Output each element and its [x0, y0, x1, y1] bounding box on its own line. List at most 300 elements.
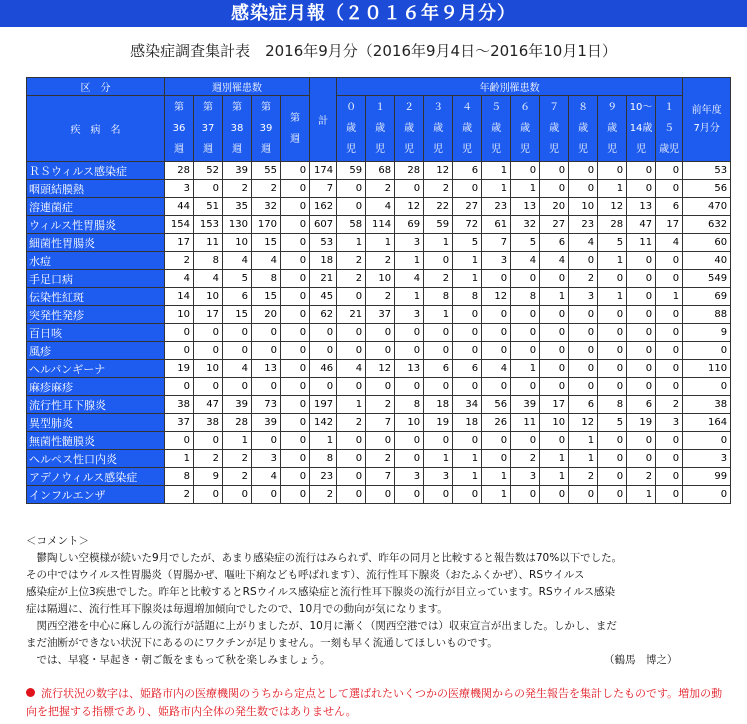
disease-name: アデノウィルス感染症: [27, 468, 165, 486]
age-count: 0: [482, 306, 511, 324]
age-count: 0: [482, 378, 511, 396]
week-count: 1: [165, 450, 194, 468]
age-count: 0: [540, 432, 569, 450]
age-count: 8: [424, 288, 453, 306]
week-count: 39: [252, 414, 281, 432]
corner-top: 区 分: [27, 78, 165, 96]
disease-name: 流行性耳下腺炎: [27, 396, 165, 414]
age-count: 2: [627, 468, 656, 486]
age-count: 0: [453, 306, 482, 324]
age-count: 0: [337, 486, 366, 504]
age-count: 10: [540, 414, 569, 432]
age-count: 4: [511, 252, 540, 270]
age-header: 年齢別罹患数: [337, 78, 683, 96]
age-count: 4: [540, 252, 569, 270]
week-count: 11: [194, 234, 223, 252]
age-count: 0: [598, 378, 627, 396]
prev-year-count: 632: [683, 216, 731, 234]
age-count: 0: [627, 270, 656, 288]
age-count: 37: [366, 306, 395, 324]
age-header-part: ２: [404, 102, 415, 113]
age-count: 0: [598, 468, 627, 486]
page-banner: 感染症月報（２０１６年９月分）: [0, 0, 747, 27]
age-count: 0: [656, 450, 683, 468]
age-header-part: １: [375, 102, 386, 113]
comment-signature: （鶴馬 博之）: [604, 654, 678, 666]
disease-name: 水痘: [27, 252, 165, 270]
age-header-part: 児: [520, 144, 531, 155]
age-count: 1: [424, 450, 453, 468]
week-header-part: 週: [174, 144, 184, 155]
age-count: 68: [366, 162, 395, 180]
age-count: 1: [453, 270, 482, 288]
age-count: 0: [366, 486, 395, 504]
age-count: 0: [337, 180, 366, 198]
disease-name: 風疹: [27, 342, 165, 360]
age-count: 0: [395, 342, 424, 360]
age-count: 0: [453, 486, 482, 504]
age-count: 0: [598, 162, 627, 180]
age-count: 0: [598, 486, 627, 504]
week-header: [194, 96, 223, 162]
age-header-part: ０: [346, 102, 357, 113]
week-count: 8: [252, 270, 281, 288]
header-row: [27, 96, 731, 162]
week-count: 44: [165, 198, 194, 216]
week-count: 37: [165, 414, 194, 432]
week-count: 28: [223, 414, 252, 432]
week-count: 0: [281, 360, 310, 378]
age-count: 0: [453, 180, 482, 198]
disease-name: 手足口病: [27, 270, 165, 288]
week-count: 8: [194, 252, 223, 270]
age-count: 4: [366, 198, 395, 216]
total-count: 7: [310, 180, 337, 198]
week-header-part: 36: [172, 123, 186, 134]
age-count: 21: [337, 306, 366, 324]
age-count: 0: [337, 378, 366, 396]
week-count: 0: [281, 288, 310, 306]
week-count: 10: [223, 234, 252, 252]
age-count: 0: [656, 180, 683, 198]
age-header-cell: [656, 96, 683, 162]
age-count: 2: [366, 288, 395, 306]
age-count: 4: [656, 234, 683, 252]
age-count: 1: [366, 234, 395, 252]
age-count: 1: [511, 360, 540, 378]
age-count: 1: [453, 252, 482, 270]
week-header: [223, 96, 252, 162]
total-count: 21: [310, 270, 337, 288]
age-count: 47: [627, 216, 656, 234]
total-count: 46: [310, 360, 337, 378]
age-count: 2: [366, 252, 395, 270]
week-count: 0: [223, 324, 252, 342]
table-row: [27, 486, 731, 504]
prev-year-count: 470: [683, 198, 731, 216]
week-count: 0: [223, 378, 252, 396]
week-count: 4: [165, 270, 194, 288]
age-count: 6: [453, 360, 482, 378]
age-count: 8: [511, 288, 540, 306]
week-count: 0: [281, 468, 310, 486]
age-count: 1: [453, 468, 482, 486]
table-row: [27, 396, 731, 414]
age-header-cell: [511, 96, 540, 162]
age-count: 6: [627, 396, 656, 414]
age-count: 0: [569, 162, 598, 180]
comment-closing: では、早寝・早起き・朝ご飯をまもって秋を楽しみましょう。: [26, 654, 331, 666]
age-header-part: 歳: [607, 123, 618, 134]
age-count: 1: [424, 306, 453, 324]
age-count: 0: [598, 270, 627, 288]
week-count: 5: [223, 270, 252, 288]
week-count: 32: [252, 198, 281, 216]
age-count: 6: [656, 198, 683, 216]
age-count: 1: [337, 396, 366, 414]
week-count: 3: [252, 450, 281, 468]
table-row: [27, 270, 731, 288]
week-count: 0: [252, 378, 281, 396]
age-count: 22: [424, 198, 453, 216]
age-count: 2: [366, 180, 395, 198]
week-count: 39: [223, 162, 252, 180]
age-count: 17: [540, 396, 569, 414]
age-header-part: 児: [636, 144, 647, 155]
age-count: 3: [395, 306, 424, 324]
week-count: 73: [252, 396, 281, 414]
age-count: 0: [482, 270, 511, 288]
age-count: 0: [395, 432, 424, 450]
table-row: [27, 216, 731, 234]
age-count: 0: [337, 342, 366, 360]
age-count: 0: [540, 360, 569, 378]
comment-line: 感染症が上位3疾患でした。昨年と比較するとRSウイルス感染症と流行性耳下腺炎の流行が目立っています。RSウイルス感染: [26, 586, 615, 598]
disease-name: 麻疹麻疹: [27, 378, 165, 396]
age-count: 0: [453, 432, 482, 450]
week-count: 4: [252, 468, 281, 486]
table-row: [27, 414, 731, 432]
week-count: 153: [194, 216, 223, 234]
age-count: 27: [540, 216, 569, 234]
age-count: 2: [569, 270, 598, 288]
total-count: 0: [310, 324, 337, 342]
age-count: 0: [424, 378, 453, 396]
week-count: 0: [194, 342, 223, 360]
age-count: 0: [337, 432, 366, 450]
week-count: 3: [165, 180, 194, 198]
age-count: 0: [598, 342, 627, 360]
table-row: [27, 252, 731, 270]
age-count: 0: [366, 342, 395, 360]
age-count: 0: [424, 432, 453, 450]
age-count: 12: [395, 198, 424, 216]
age-count: 0: [627, 378, 656, 396]
age-count: 0: [511, 324, 540, 342]
age-count: 1: [395, 288, 424, 306]
week-header-part: 第: [290, 112, 301, 124]
age-header-part: ４: [462, 102, 473, 113]
prev-year-count: 56: [683, 180, 731, 198]
total-count: 23: [310, 468, 337, 486]
age-count: 0: [424, 342, 453, 360]
age-count: 0: [627, 324, 656, 342]
age-count: 0: [540, 270, 569, 288]
week-header-part: 週: [232, 144, 242, 155]
prev-year-count: 0: [683, 486, 731, 504]
week-header: [165, 96, 194, 162]
age-count: 4: [569, 234, 598, 252]
age-count: 0: [656, 468, 683, 486]
prev-year-count: 53: [683, 162, 731, 180]
prev-year-count: 3: [683, 450, 731, 468]
age-header-part: 児: [433, 144, 444, 155]
age-count: 2: [424, 270, 453, 288]
age-count: 0: [482, 342, 511, 360]
age-header-cell: [569, 96, 598, 162]
disease-name: 無菌性髄膜炎: [27, 432, 165, 450]
age-header-cell: [337, 96, 366, 162]
age-count: 0: [424, 252, 453, 270]
age-count: 1: [482, 162, 511, 180]
age-count: 0: [656, 378, 683, 396]
age-count: 0: [366, 432, 395, 450]
week-count: 4: [223, 360, 252, 378]
week-count: 0: [223, 486, 252, 504]
disease-name: ウィルス性胃腸炎: [27, 216, 165, 234]
week-count: 2: [165, 486, 194, 504]
table-row: [27, 288, 731, 306]
week-count: 2: [194, 450, 223, 468]
age-count: 1: [569, 432, 598, 450]
age-count: 0: [598, 360, 627, 378]
age-count: 13: [511, 198, 540, 216]
table-row: [27, 468, 731, 486]
age-count: 7: [366, 414, 395, 432]
age-count: 34: [453, 396, 482, 414]
age-count: 3: [656, 414, 683, 432]
age-count: 0: [540, 486, 569, 504]
age-header-part: 歳: [491, 123, 502, 134]
age-count: 7: [366, 468, 395, 486]
week-count: 10: [194, 360, 223, 378]
disease-name: 咽頭結膜熱: [27, 180, 165, 198]
age-count: 27: [453, 198, 482, 216]
prev-year-count: 69: [683, 288, 731, 306]
age-count: 1: [598, 180, 627, 198]
age-count: 17: [656, 216, 683, 234]
age-header-cell: [482, 96, 511, 162]
week-header-part: 39: [259, 123, 273, 134]
age-header-cell: [540, 96, 569, 162]
age-count: 4: [395, 270, 424, 288]
week-count: 19: [165, 360, 194, 378]
disease-name: 異型肺炎: [27, 414, 165, 432]
age-count: 0: [511, 270, 540, 288]
age-header-part: 歳: [375, 123, 386, 134]
week-count: 0: [223, 342, 252, 360]
age-count: 13: [627, 198, 656, 216]
age-count: 0: [627, 162, 656, 180]
table-row: [27, 324, 731, 342]
age-count: 0: [656, 162, 683, 180]
age-count: 0: [337, 288, 366, 306]
age-count: 0: [540, 342, 569, 360]
age-header-part: ５: [491, 102, 502, 113]
week-count: 10: [194, 288, 223, 306]
age-count: 1: [482, 468, 511, 486]
week-count: 0: [252, 324, 281, 342]
age-count: 0: [569, 252, 598, 270]
prev-year-count: 60: [683, 234, 731, 252]
week-count: 0: [281, 396, 310, 414]
total-count: 18: [310, 252, 337, 270]
age-count: 1: [569, 450, 598, 468]
disease-name: ヘルパンギーナ: [27, 360, 165, 378]
age-header-part: 児: [607, 144, 618, 155]
age-count: 1: [395, 252, 424, 270]
age-header-part: 歳: [462, 123, 473, 134]
age-count: 12: [482, 288, 511, 306]
week-count: 0: [194, 324, 223, 342]
age-count: 3: [569, 288, 598, 306]
week-count: 1: [223, 432, 252, 450]
week-header-part: 第: [203, 102, 213, 113]
week-count: 0: [194, 378, 223, 396]
age-count: 1: [656, 288, 683, 306]
age-count: 39: [511, 396, 540, 414]
week-header: [281, 96, 310, 162]
table-row: [27, 306, 731, 324]
age-count: 6: [453, 162, 482, 180]
table-row: [27, 162, 731, 180]
prev-year-count: 110: [683, 360, 731, 378]
age-count: 0: [511, 378, 540, 396]
age-count: 11: [511, 414, 540, 432]
age-count: 2: [337, 270, 366, 288]
age-header-part: １: [664, 102, 675, 113]
disease-name: 溶連菌症: [27, 198, 165, 216]
week-count: 0: [281, 162, 310, 180]
age-count: 0: [482, 432, 511, 450]
week-count: 2: [252, 180, 281, 198]
age-count: 0: [656, 306, 683, 324]
age-count: 3: [482, 252, 511, 270]
week-count: 38: [194, 414, 223, 432]
week-count: 0: [194, 432, 223, 450]
age-header-part: 児: [549, 144, 560, 155]
table-row: [27, 342, 731, 360]
week-header-part: 38: [230, 123, 244, 134]
total-count: 0: [310, 342, 337, 360]
age-count: 28: [598, 216, 627, 234]
age-count: 3: [424, 468, 453, 486]
age-count: 8: [598, 396, 627, 414]
age-count: 0: [337, 468, 366, 486]
week-count: 0: [281, 450, 310, 468]
age-count: 0: [540, 378, 569, 396]
weekly-header: 週別罹患数: [165, 78, 310, 96]
age-count: 0: [569, 180, 598, 198]
week-count: 15: [223, 306, 252, 324]
comment-line: 鬱陶しい空模様が続いた9月でしたが、あまり感染症の流行はみられず、昨年の同月と比較すると報告数は70%以下でした。: [26, 552, 623, 564]
age-count: 28: [395, 162, 424, 180]
total-count: 1: [310, 432, 337, 450]
prev-year-count: 9: [683, 324, 731, 342]
age-header-part: 歳: [520, 123, 531, 134]
footnote: [26, 685, 726, 721]
week-header-part: 第: [174, 102, 184, 113]
week-count: 4: [194, 270, 223, 288]
age-header-cell: [366, 96, 395, 162]
week-count: 17: [165, 234, 194, 252]
age-count: 5: [598, 234, 627, 252]
age-count: 1: [511, 180, 540, 198]
age-count: 19: [627, 414, 656, 432]
week-count: 0: [281, 180, 310, 198]
age-count: 1: [453, 450, 482, 468]
age-count: 0: [656, 324, 683, 342]
age-header-part: ７: [549, 102, 560, 113]
age-count: 5: [453, 234, 482, 252]
age-count: 11: [627, 234, 656, 252]
age-count: 1: [424, 234, 453, 252]
week-count: 170: [252, 216, 281, 234]
age-count: 6: [540, 234, 569, 252]
week-header-part: 37: [201, 123, 215, 134]
age-count: 10: [395, 414, 424, 432]
week-count: 20: [252, 306, 281, 324]
red-bullet-icon: [26, 688, 35, 697]
week-count: 28: [165, 162, 194, 180]
age-count: 2: [366, 450, 395, 468]
week-count: 0: [165, 378, 194, 396]
age-count: 1: [627, 486, 656, 504]
week-count: 2: [165, 252, 194, 270]
week-count: 13: [252, 360, 281, 378]
total-count: 62: [310, 306, 337, 324]
prev-year-count: 549: [683, 270, 731, 288]
age-count: 19: [424, 414, 453, 432]
age-count: 2: [424, 180, 453, 198]
age-count: 0: [627, 180, 656, 198]
prev-year-count: 0: [683, 432, 731, 450]
age-count: 1: [482, 486, 511, 504]
age-count: 2: [511, 450, 540, 468]
age-count: 6: [569, 396, 598, 414]
week-count: 0: [165, 432, 194, 450]
total-count: 45: [310, 288, 337, 306]
week-count: 0: [165, 342, 194, 360]
week-count: 0: [281, 234, 310, 252]
age-count: 0: [337, 198, 366, 216]
age-count: 0: [656, 360, 683, 378]
table-row: [27, 180, 731, 198]
week-header: [252, 96, 281, 162]
age-header-part: 歳: [433, 123, 444, 134]
comment-line: まだ油断ができない状況下にあるのにワクチンが足りません。一刻も早く流通してほしいものです。: [26, 637, 498, 649]
age-count: 2: [337, 252, 366, 270]
disease-name: ヘルペス性口内炎: [27, 450, 165, 468]
comment-heading: ＜コメント＞: [26, 535, 89, 547]
age-count: 18: [424, 396, 453, 414]
age-header-part: 歳: [346, 123, 357, 134]
age-count: 13: [395, 360, 424, 378]
age-header-part: ５: [664, 123, 675, 134]
age-count: 3: [395, 234, 424, 252]
age-count: 4: [337, 360, 366, 378]
week-count: 2: [223, 450, 252, 468]
